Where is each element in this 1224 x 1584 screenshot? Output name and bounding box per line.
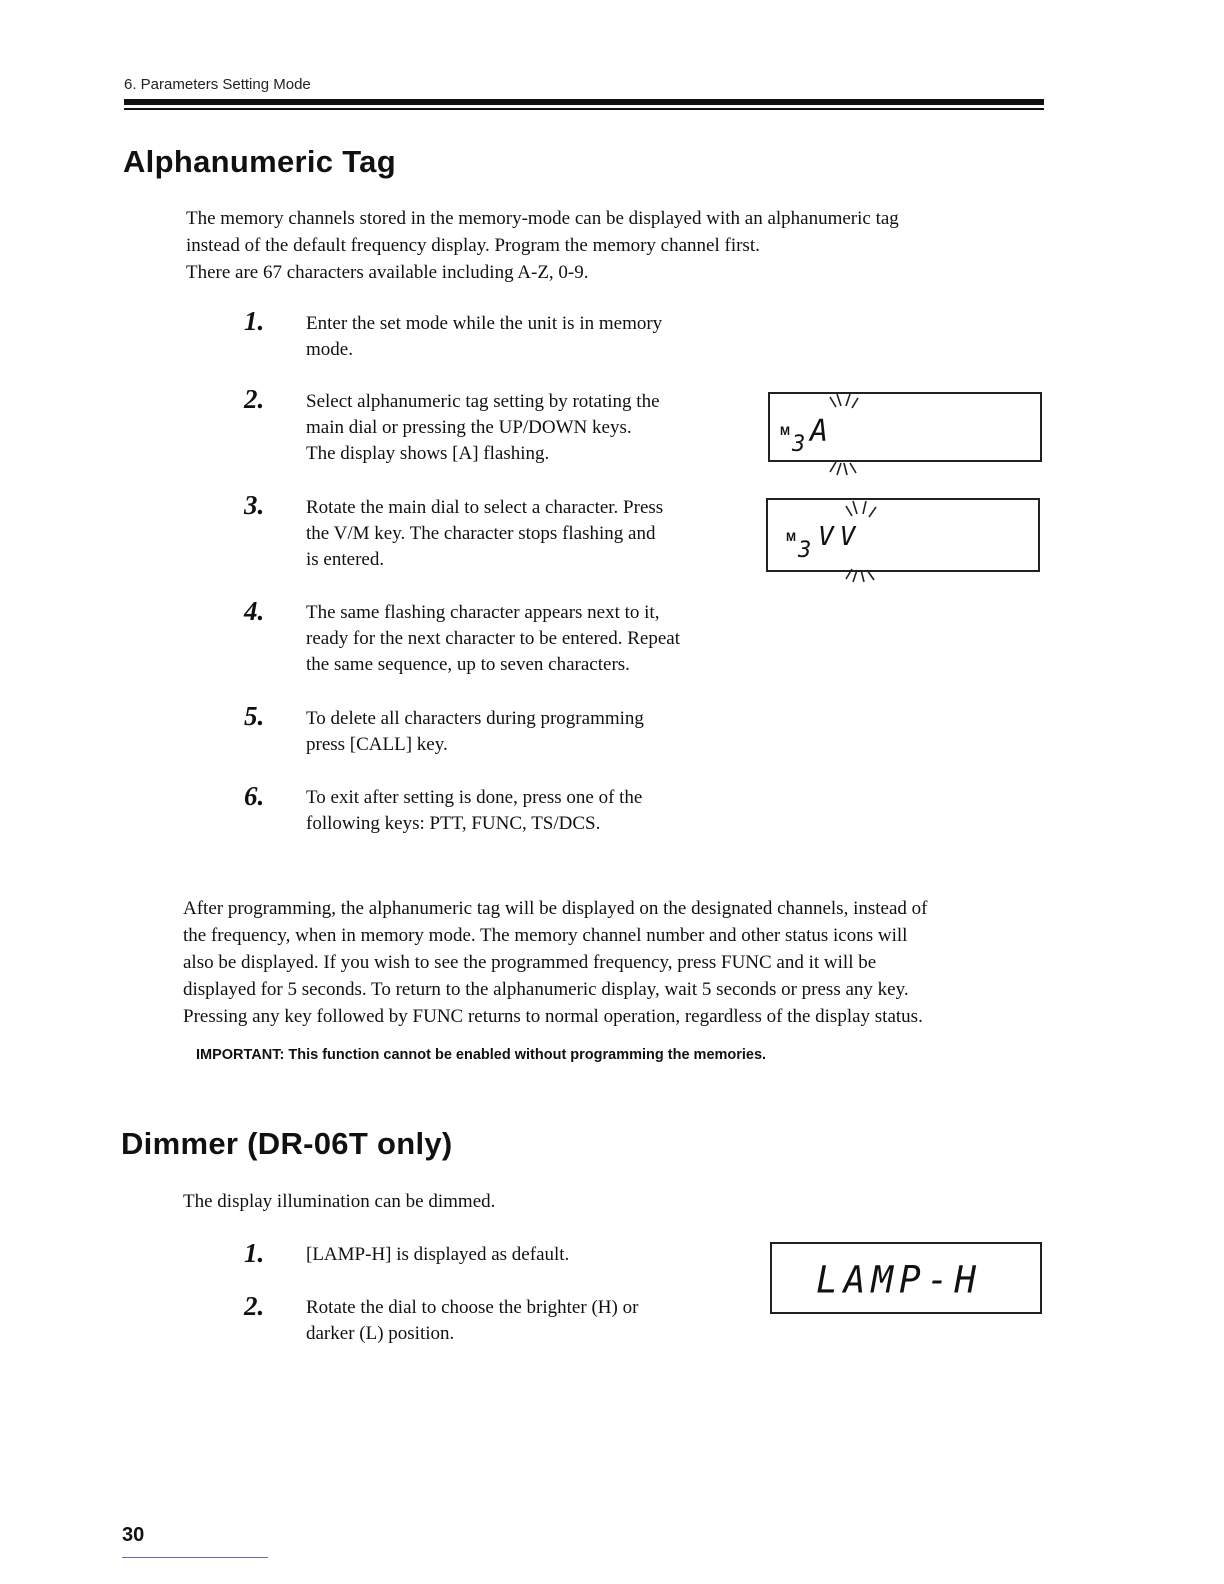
memory-indicator: M	[786, 530, 796, 544]
step-line: Rotate the dial to choose the brighter (H) or	[306, 1297, 639, 1318]
step-line: Select alphanumeric tag setting by rotating the	[306, 391, 660, 412]
step-line: Enter the set mode while the unit is in memory	[306, 313, 663, 334]
intro-line: There are 67 characters available including A-Z, 0-9.	[186, 262, 589, 283]
lcd-display-flashing-a	[768, 392, 1042, 462]
step-text	[306, 389, 726, 467]
step-text	[306, 600, 726, 678]
alphanumeric-intro	[186, 205, 1066, 286]
step-number: 6.	[244, 781, 265, 811]
step-number: 2.	[244, 1291, 265, 1321]
step-number: 2.	[244, 384, 265, 414]
step-line: main dial or pressing the UP/DOWN keys.	[306, 417, 632, 438]
step-text	[306, 495, 726, 573]
section-title-alphanumeric-tag: Alphanumeric Tag	[123, 144, 396, 179]
paragraph-line: Pressing any key followed by FUNC returns to normal operation, regardless of the display status.	[183, 1006, 923, 1027]
step-number: 4.	[244, 596, 265, 626]
step-line: ready for the next character to be entered. Repeat	[306, 628, 680, 649]
header-rule-thick	[124, 99, 1044, 105]
step-line: following keys: PTT, FUNC, TS/DCS.	[306, 813, 601, 834]
header-rule-thin	[124, 108, 1044, 110]
step-line: the same sequence, up to seven characters.	[306, 654, 630, 675]
paragraph-line: After programming, the alphanumeric tag will be displayed on the designated channels, instead of	[183, 898, 928, 919]
tag-characters: A	[810, 414, 831, 449]
step-number: 1.	[244, 306, 265, 336]
paragraph-line: displayed for 5 seconds. To return to the alphanumeric display, wait 5 seconds or press any key.	[183, 979, 909, 1000]
running-header: 6. Parameters Setting Mode	[124, 76, 311, 93]
step-line: The same flashing character appears next to it,	[306, 602, 660, 623]
step-line: press [CALL] key.	[306, 734, 448, 755]
page-number: 30	[122, 1524, 145, 1546]
step-line: is entered.	[306, 549, 385, 570]
dimmer-intro: The display illumination can be dimmed.	[183, 1191, 496, 1212]
step-line: To exit after setting is done, press one of the	[306, 787, 643, 808]
important-note: IMPORTANT: This function cannot be enabled without programming the memories.	[196, 1047, 767, 1063]
step-text	[306, 311, 726, 363]
step-line: darker (L) position.	[306, 1323, 455, 1344]
step-number: 3.	[244, 490, 265, 520]
paragraph-line: also be displayed. If you wish to see the programmed frequency, press FUNC and it will be	[183, 952, 877, 973]
footer-rule	[122, 1557, 268, 1558]
step-number: 1.	[244, 1238, 265, 1268]
step-line: To delete all characters during programming	[306, 708, 644, 729]
step-line: [LAMP-H] is displayed as default.	[306, 1244, 570, 1265]
section-title-dimmer: Dimmer (DR-06T only)	[121, 1126, 453, 1161]
after-programming-paragraph	[183, 895, 1063, 1030]
step-text	[306, 1242, 726, 1268]
lcd-display-entered-v	[766, 498, 1040, 572]
step-text	[306, 706, 726, 758]
step-text	[306, 785, 726, 837]
paragraph-line: the frequency, when in memory mode. The memory channel number and other status icons will	[183, 925, 908, 946]
tag-characters: VV	[818, 522, 862, 552]
step-line: The display shows [A] flashing.	[306, 443, 550, 464]
step-text	[306, 1295, 726, 1347]
step-line: Rotate the main dial to select a character. Press	[306, 497, 664, 518]
lamp-level-text: LAMP-H	[816, 1258, 983, 1303]
channel-number: 3	[798, 538, 812, 563]
step-line: mode.	[306, 339, 353, 360]
step-line: the V/M key. The character stops flashing and	[306, 523, 656, 544]
intro-line: instead of the default frequency display. Program the memory channel first.	[186, 235, 760, 256]
intro-line: The memory channels stored in the memory-mode can be displayed with an alphanumeric tag	[186, 208, 899, 229]
channel-number: 3	[792, 432, 806, 457]
lcd-display-lamp	[770, 1242, 1042, 1314]
step-number: 5.	[244, 701, 265, 731]
memory-indicator: M	[780, 424, 790, 438]
